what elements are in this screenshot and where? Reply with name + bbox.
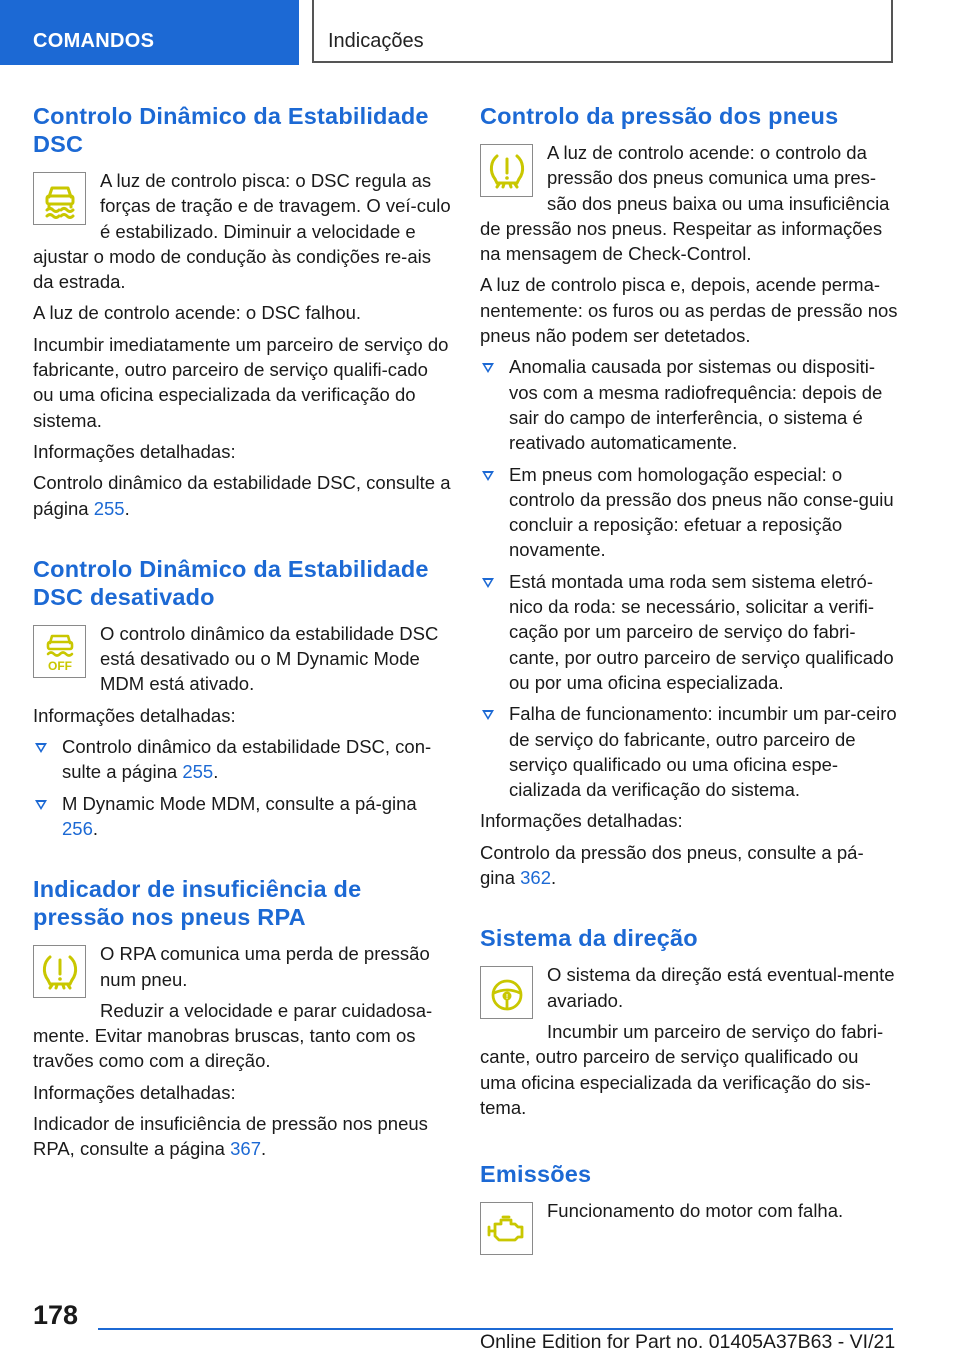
header-topic-tab	[312, 0, 893, 63]
page-link[interactable]: 255	[182, 761, 214, 783]
tire-pressure-icon	[33, 945, 86, 998]
section-tpm	[480, 102, 898, 890]
dsc-paragraph-1: A luz de controlo pisca: o DSC regula as forças de tração e de travagem. O veí-culo é estabilizado. Diminuir a velocidade e ajustar o modo de condução às condições re-ais da estrada.	[33, 170, 451, 293]
tpm-list	[480, 354, 898, 802]
list-item	[480, 701, 898, 802]
bullet-triangle-icon	[482, 578, 494, 588]
section-title: Sistema da direção	[480, 925, 698, 952]
section-dsc-off	[33, 555, 451, 841]
tire-pressure-icon	[480, 144, 533, 197]
tpm-paragraph-3: Informações detalhadas:	[480, 810, 683, 832]
page-number: 178	[33, 1300, 79, 1330]
header-section-tab	[0, 0, 299, 65]
dsc-off-paragraph-2: Informações detalhadas:	[33, 704, 236, 726]
dsc-paragraph-3: Incumbir imediatamente um parceiro de serviço do fabricante, outro parceiro de serviço qualifi-cado ou uma oficina especializada da verificação do sistema.	[33, 333, 449, 431]
dsc-paragraph-4: Informações detalhadas:	[33, 440, 236, 462]
rpa-ref-end: .	[261, 1138, 267, 1160]
dsc-paragraph-5	[33, 470, 451, 521]
list-item	[480, 354, 898, 455]
tpm-paragraph-4	[480, 840, 898, 891]
section-emissions	[480, 1160, 898, 1261]
section-title: Emissões	[480, 1161, 592, 1188]
right-column	[480, 102, 898, 1261]
bullet-triangle-icon	[482, 471, 494, 481]
list-item	[33, 791, 451, 842]
dsc-ref-end: .	[124, 497, 130, 519]
section-title: Controlo da pressão dos pneus	[480, 103, 839, 129]
tpm-paragraph-1: A luz de controlo acende: o controlo da pressão dos pneus comunica uma pres-são dos pneus baixa ou uma insuficiência de pressão nos pneus. Respeitar as informações na mensagem de Check-Control.	[480, 142, 890, 265]
dsc-off-paragraph-1: O controlo dinâmico da estabilidade DSC está desativado ou o M Dynamic Mode MDM está ativado.	[100, 622, 439, 695]
header-topic-label: Indicações	[328, 30, 424, 52]
steering-warning-icon	[480, 966, 533, 1019]
section-steering	[480, 924, 898, 1126]
list-item	[33, 734, 451, 785]
emissions-paragraph-1: Funcionamento do motor com falha.	[547, 1200, 844, 1222]
page-link[interactable]: 362	[520, 867, 551, 889]
list-item-text: Falha de funcionamento: incumbir um par-ceiro de serviço do fabricante, outro parceiro de serviço qualificado ou uma oficina espe-cializada da verificação do sistema.	[509, 703, 897, 801]
check-engine-icon	[480, 1202, 533, 1255]
rpa-paragraph-3: Informações detalhadas:	[33, 1081, 236, 1103]
dsc-paragraph-2: A luz de controlo acende: o DSC falhou.	[33, 302, 362, 324]
dsc-warning-icon	[33, 172, 86, 225]
page-link[interactable]: 256	[62, 817, 93, 839]
section-rpa	[33, 875, 451, 1161]
tpm-ref-text: Controlo da pressão dos pneus, consulte a pá-gina	[480, 841, 864, 889]
dsc-off-list	[33, 734, 451, 841]
list-item-text: Anomalia causada por sistemas ou dispositi-vos com a mesma radiofrequência: depois de sair do campo de interferência, o sistema é reativado automaticamente.	[509, 356, 883, 454]
rpa-ref-text: Indicador de insuficiência de pressão nos pneus RPA, consulte a página	[33, 1113, 428, 1160]
steering-paragraph-1: O sistema da direção está eventual-mente avariado.	[547, 964, 895, 1011]
list-item	[480, 569, 898, 695]
section-title: Controlo Dinâmico da Estabilidade DSC desativado	[33, 555, 429, 610]
footer-divider	[98, 1328, 893, 1330]
tpm-paragraph-2: A luz de controlo pisca e, depois, acende perma-nentemente: os furos ou as perdas de pressão nos pneus não podem ser detetados.	[480, 274, 898, 347]
rpa-paragraph-4	[33, 1111, 451, 1162]
bullet-triangle-icon	[35, 800, 47, 810]
tpm-ref-end: .	[551, 867, 557, 889]
list-item-end: .	[92, 817, 99, 839]
section-title: Indicador de insuficiência de pressão nos pneus RPA	[33, 876, 362, 931]
bullet-triangle-icon	[482, 363, 494, 373]
dsc-off-icon	[33, 625, 86, 678]
steering-paragraph-2: Incumbir um parceiro de serviço do fabri-cante, outro parceiro de serviço qualificado ou uma oficina especializada da verificação do sis-tema.	[480, 1020, 884, 1118]
svg-text:OFF: OFF	[47, 659, 72, 674]
list-item-text: Em pneus com homologação especial: o controlo da pressão dos pneus não conse-guiu concluir a reposição: efetuar a reposição novamente.	[509, 463, 894, 561]
section-title: Controlo Dinâmico da Estabilidade DSC	[33, 103, 429, 157]
list-item-text: Controlo dinâmico da estabilidade DSC, con-sulte a página	[62, 736, 432, 783]
list-item-end: .	[213, 761, 219, 783]
svg-text:!: !	[505, 993, 508, 1001]
bullet-triangle-icon	[35, 743, 47, 753]
rpa-paragraph-2: Reduzir a velocidade e parar cuidadosa-mente. Evitar manobras bruscas, tanto com os travões como com a direção.	[33, 999, 433, 1072]
rpa-paragraph-1: O RPA comunica uma perda de pressão num pneu.	[100, 943, 430, 990]
list-item	[480, 462, 898, 563]
page-link[interactable]: 255	[93, 497, 125, 519]
bullet-triangle-icon	[482, 710, 494, 720]
footer-edition-text: Online Edition for Part no. 01405A37B63 - VI/21	[480, 1331, 896, 1353]
list-item-text: M Dynamic Mode MDM, consulte a pá-gina	[62, 792, 417, 814]
section-dsc	[33, 102, 451, 521]
dsc-ref-text: Controlo dinâmico da estabilidade DSC, consulte a página	[33, 472, 451, 519]
page-link[interactable]: 367	[230, 1138, 261, 1160]
header-section-label: COMANDOS	[33, 30, 155, 52]
list-item-text: Está montada uma roda sem sistema eletró-nico da roda: se necessário, solicitar a verifi-cação por um parceiro de serviço do fabri-cante, por outro parceiro de serviço qualificado ou por uma oficina especializada.	[509, 570, 894, 693]
left-column	[33, 102, 451, 1168]
